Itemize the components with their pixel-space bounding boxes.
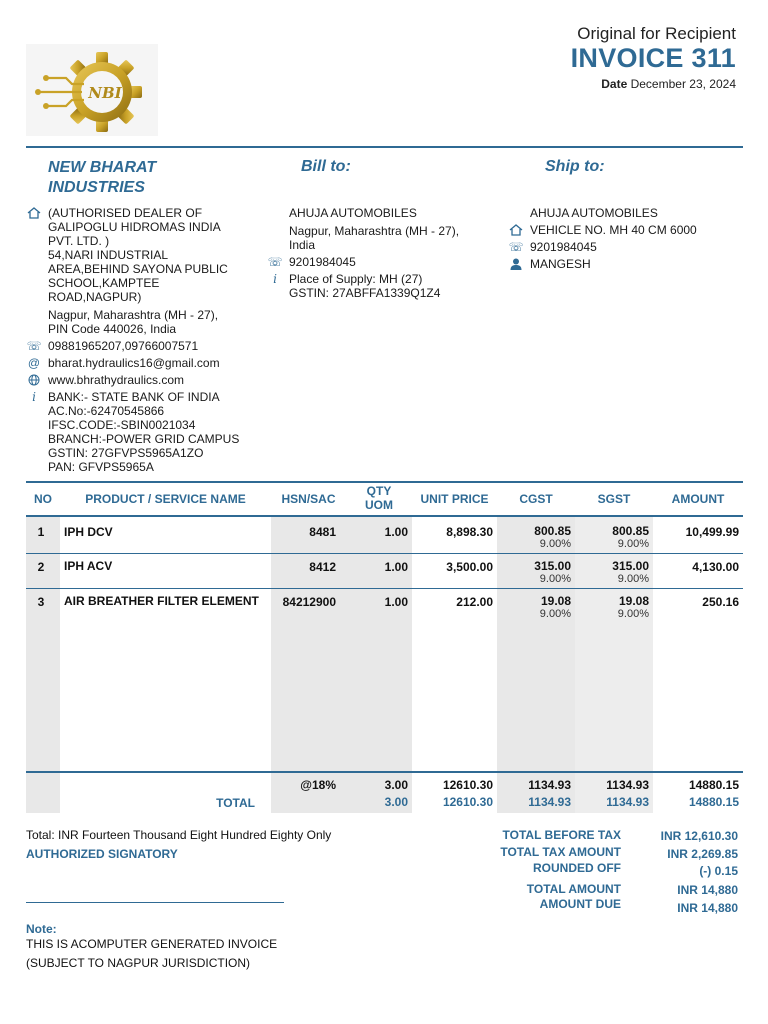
globe-icon	[26, 373, 42, 387]
row-no: 2	[37, 560, 45, 574]
home-icon	[508, 223, 524, 237]
col-header-amount: AMOUNT	[671, 492, 725, 506]
address-line: (AUTHORISED DEALER OF	[48, 206, 203, 220]
col-header-hsn: HSN/SAC	[281, 492, 336, 506]
company-logo	[26, 44, 158, 136]
phone-icon: ☏	[26, 339, 42, 353]
col-header-product: PRODUCT / SERVICE NAME	[85, 492, 246, 506]
summary-value: INR 14,880	[677, 883, 738, 897]
home-icon	[26, 206, 42, 220]
row-cgst-rate: 9.00%	[539, 608, 571, 620]
ship-to-phone-text: 9201984045	[530, 240, 597, 254]
bill-to-city: Nagpur, Maharashtra (MH - 27),	[289, 224, 460, 238]
summary-label: TOTAL TAX AMOUNT	[500, 845, 621, 859]
ship-to-name: AHUJA AUTOMOBILES	[530, 206, 658, 220]
row-unit-price: 8,898.30	[446, 525, 493, 539]
row-product: AIR BREATHER FILTER ELEMENT	[64, 594, 259, 608]
bank-line: BRANCH:-POWER GRID CAMPUS	[48, 432, 240, 446]
seller-phone	[26, 339, 262, 353]
bill-to-country: India	[289, 238, 316, 252]
row-cgst-rate: 9.00%	[539, 573, 571, 585]
seller-phone-text: 09881965207,09766007571	[48, 339, 199, 353]
bank-line: AC.No:-62470545866	[48, 404, 165, 418]
info-icon: i	[273, 272, 277, 286]
seller-name-line1: NEW BHARAT	[48, 159, 157, 176]
row-qty: 1.00	[384, 525, 408, 539]
ship-to-vehicle	[508, 223, 743, 237]
row-no: 1	[37, 525, 45, 539]
seller-bank-info	[26, 390, 262, 474]
summary-label: TOTAL BEFORE TAX	[502, 828, 621, 842]
ship-to-heading: Ship to:	[545, 158, 605, 175]
address-line: 54,NARI INDUSTRIAL	[48, 248, 169, 262]
row-unit-price: 3,500.00	[446, 560, 493, 574]
summary-value: INR 14,880	[677, 901, 738, 915]
bank-line: IFSC.CODE:-SBIN0021034	[48, 418, 196, 432]
bill-to-phone	[267, 255, 497, 269]
ship-to-details	[508, 206, 743, 271]
summary-label: TOTAL AMOUNT	[526, 882, 621, 896]
total-taxable: 12610.30	[442, 795, 493, 809]
seller-website-text: www.bhrathydraulics.com	[48, 373, 185, 387]
summary-value: INR 12,610.30	[660, 829, 738, 843]
header-divider	[26, 146, 743, 148]
seller-name-line2: INDUSTRIES	[48, 179, 145, 196]
total-label: TOTAL	[216, 796, 255, 810]
bill-to-supply-info	[267, 272, 497, 300]
rate-taxable: 12610.30	[442, 778, 493, 792]
col-header-sgst: SGST	[597, 492, 631, 506]
row-amount: 4,130.00	[692, 560, 739, 574]
gstin-line: GSTIN: 27GFVPS5965A1ZO	[48, 446, 204, 460]
row-no: 3	[37, 595, 45, 609]
total-qty: 3.00	[384, 795, 408, 809]
row-sgst: 315.00	[612, 559, 649, 573]
invoice-date	[601, 77, 736, 91]
vehicle-number: VEHICLE NO. MH 40 CM 6000	[530, 223, 697, 237]
contact-person: MANGESH	[530, 257, 591, 271]
phone-icon: ☏	[267, 255, 283, 269]
row-hsn: 8481	[309, 525, 336, 539]
date-label: Date	[601, 77, 628, 91]
row-sgst: 19.08	[618, 594, 649, 608]
row-sgst-rate: 9.00%	[617, 573, 649, 585]
total-sgst: 1134.93	[606, 795, 649, 809]
seller-email	[26, 356, 262, 370]
tax-rate: @18%	[300, 778, 336, 792]
row-amount: 10,499.99	[685, 525, 739, 539]
pan-line: PAN: GFVPS5965A	[48, 460, 154, 474]
total-amount: 14880.15	[688, 795, 739, 809]
ship-to-name-row	[508, 206, 743, 220]
summary-value: (-) 0.15	[699, 864, 738, 878]
items-table	[26, 481, 743, 813]
rate-sgst: 1134.93	[606, 778, 649, 792]
date-value: December 23, 2024	[630, 77, 736, 91]
col-header-unit-price: UNIT PRICE	[420, 492, 489, 506]
bill-to-gstin: GSTIN: 27ABFFA1339Q1Z4	[289, 286, 441, 300]
address-line: ROAD,NAGPUR)	[48, 290, 142, 304]
address-line: GALIPOGLU HIDROMAS INDIA	[48, 220, 221, 234]
row-sgst-rate: 9.00%	[617, 538, 649, 550]
total-cgst: 1134.93	[528, 795, 571, 809]
bill-to-name: AHUJA AUTOMOBILES	[289, 206, 417, 220]
row-sgst-rate: 9.00%	[617, 608, 649, 620]
row-divider	[26, 553, 743, 554]
row-cgst: 315.00	[534, 559, 571, 573]
row-divider	[26, 588, 743, 589]
bill-to-name-row	[267, 206, 497, 220]
table-top-rule	[26, 481, 743, 483]
info-icon: i	[32, 390, 36, 404]
bill-to-heading: Bill to:	[301, 158, 351, 175]
copy-label: Original for Recipient	[577, 24, 736, 43]
at-sign-icon: @	[27, 356, 41, 370]
logo-text: NBI	[88, 84, 122, 102]
ship-to-contact	[508, 257, 743, 271]
signature-line	[26, 902, 284, 903]
rate-qty: 3.00	[384, 778, 408, 792]
header-bottom-rule	[26, 515, 743, 517]
row-product: IPH DCV	[64, 525, 113, 539]
col-header-qty	[346, 484, 412, 512]
phone-icon: ☏	[508, 240, 524, 254]
amount-in-words: Total: INR Fourteen Thousand Eight Hundred Eighty Only	[26, 828, 332, 842]
col-header-no: NO	[34, 492, 52, 506]
authorized-signatory: AUTHORIZED SIGNATORY	[26, 847, 178, 861]
row-qty: 1.00	[384, 560, 408, 574]
place-of-supply: Place of Supply: MH (27)	[289, 272, 423, 286]
address-line: PVT. LTD. )	[48, 234, 110, 248]
row-hsn: 84212900	[282, 595, 336, 609]
seller-website	[26, 373, 262, 387]
row-cgst: 19.08	[540, 594, 571, 608]
invoice-title: INVOICE 311	[570, 43, 736, 73]
ship-to-phone	[508, 240, 743, 254]
bank-line: BANK:- STATE BANK OF INDIA	[48, 390, 220, 404]
rate-cgst: 1134.93	[528, 778, 571, 792]
seller-city: Nagpur, Maharashtra (MH - 27),	[48, 308, 219, 322]
bill-to-city-row	[267, 224, 497, 252]
note-heading: Note:	[26, 922, 57, 936]
row-sgst: 800.85	[612, 524, 649, 538]
seller-name	[48, 158, 156, 198]
qty-header-line1: QTY	[366, 484, 392, 498]
rate-amount: 14880.15	[688, 778, 739, 792]
row-hsn: 8412	[309, 560, 336, 574]
seller-address	[26, 206, 262, 336]
summary-label: ROUNDED OFF	[533, 861, 621, 875]
row-cgst: 800.85	[534, 524, 571, 538]
seller-email-text: bharat.hydraulics16@gmail.com	[48, 356, 220, 370]
address-line: AREA,BEHIND SAYONA PUBLIC	[48, 262, 228, 276]
row-product: IPH ACV	[64, 559, 113, 573]
summary-value: INR 2,269.85	[667, 847, 738, 861]
items-bottom-rule	[26, 771, 743, 773]
address-line: SCHOOL,KAMPTEE	[48, 276, 160, 290]
row-unit-price: 212.00	[456, 595, 493, 609]
note-line: (SUBJECT TO NAGPUR JURISDICTION)	[26, 956, 251, 970]
seller-details	[26, 206, 262, 474]
qty-header-line2: UOM	[365, 498, 393, 512]
row-cgst-rate: 9.00%	[539, 538, 571, 550]
bill-to-phone-text: 9201984045	[289, 255, 356, 269]
summary-label: AMOUNT DUE	[539, 897, 621, 911]
seller-pin: PIN Code 440026, India	[48, 322, 177, 336]
note-line: THIS IS ACOMPUTER GENERATED INVOICE	[26, 937, 278, 951]
user-icon	[508, 257, 524, 271]
bill-to-details	[267, 206, 497, 300]
row-amount: 250.16	[702, 595, 739, 609]
row-qty: 1.00	[384, 595, 408, 609]
col-header-cgst: CGST	[519, 492, 553, 506]
